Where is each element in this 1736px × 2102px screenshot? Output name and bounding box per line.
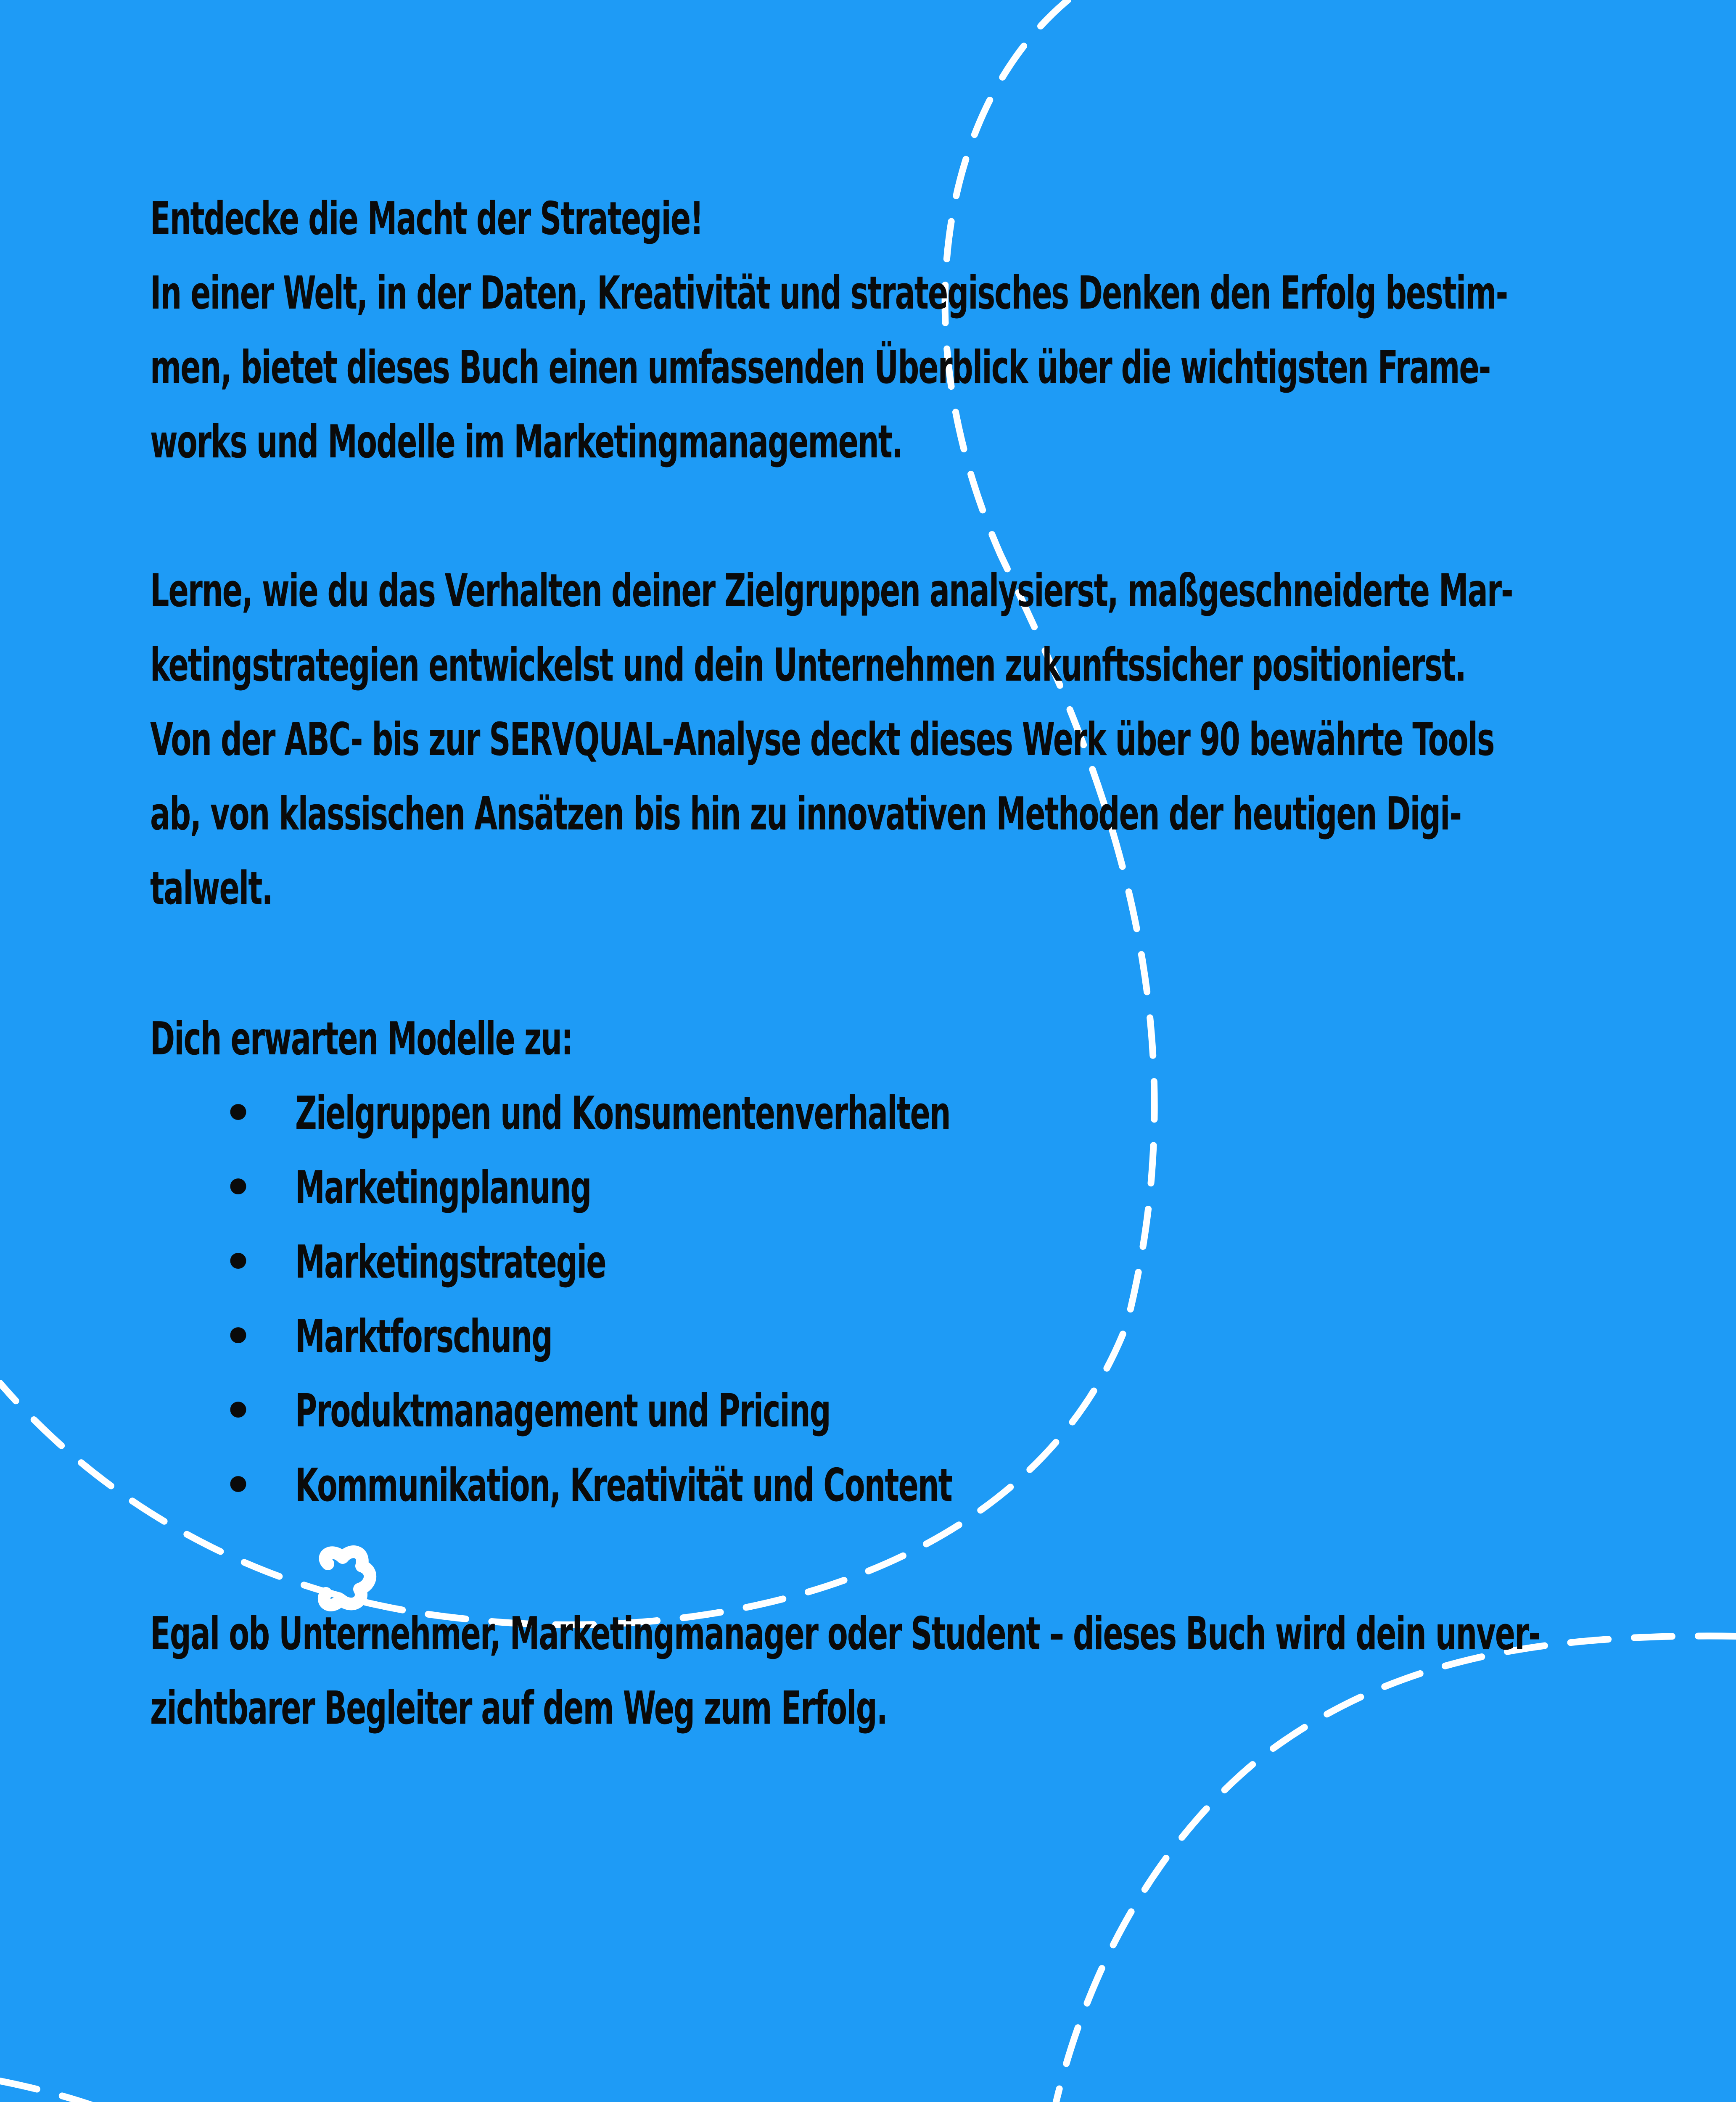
list-item: • Marketingplanung [150,1151,1601,1225]
models-section [150,1002,1601,1523]
models-heading: Dich erwarten Modelle zu: [150,1013,573,1065]
bullet-icon: • [224,1162,252,1214]
bullet-icon: • [224,1310,252,1363]
bullet-icon: • [224,1459,252,1512]
learn-section [150,554,1601,926]
intro-line: works und Modelle im Marketingmanagement. [150,416,902,468]
intro-section [150,182,1601,479]
closing-section [150,1597,1601,1746]
list-item: • Produktmanagement und Pricing [150,1374,1601,1448]
learn-line: talwelt. [150,862,272,915]
headline: Entdecke die Macht der Strategie! [150,193,703,245]
closing-line: zichtbarer Begleiter auf dem Weg zum Erfolg. [150,1682,887,1735]
learn-line: Lerne, wie du das Verhalten deiner Zielgruppen analysierst, maßgeschneiderte Mar- [150,565,1513,617]
closing-line: Egal ob Unternehmer, Marketingmanager oder Student – dieses Buch wird dein unver- [150,1608,1540,1660]
bullet-icon: • [224,1236,252,1289]
list-item: • Marktforschung [150,1299,1601,1374]
learn-line: ketingstrategien entwickelst und dein Unternehmen zukunftssicher positionierst. [150,639,1466,692]
intro-line: In einer Welt, in der Daten, Kreativität und strategisches Denken den Erfolg bestim- [150,267,1508,320]
list-item: • Kommunikation, Kreativität und Content [150,1448,1601,1523]
list-item: • Zielgruppen und Konsumentenverhalten [150,1076,1601,1151]
dashed-line-lower-left [0,2081,252,2102]
list-item: • Marketingstrategie [150,1225,1601,1299]
intro-line: men, bietet dieses Buch einen umfassenden Überblick über die wichtigsten Frame- [150,341,1490,394]
bullet-icon: • [224,1385,252,1437]
bullet-icon: • [224,1087,252,1140]
learn-line: ab, von klassischen Ansätzen bis hin zu innovativen Methoden der heutigen Digi- [150,788,1461,840]
learn-line: Von der ABC- bis zur SERVQUAL-Analyse deckt dieses Werk über 90 bewährte Tools [150,713,1494,766]
